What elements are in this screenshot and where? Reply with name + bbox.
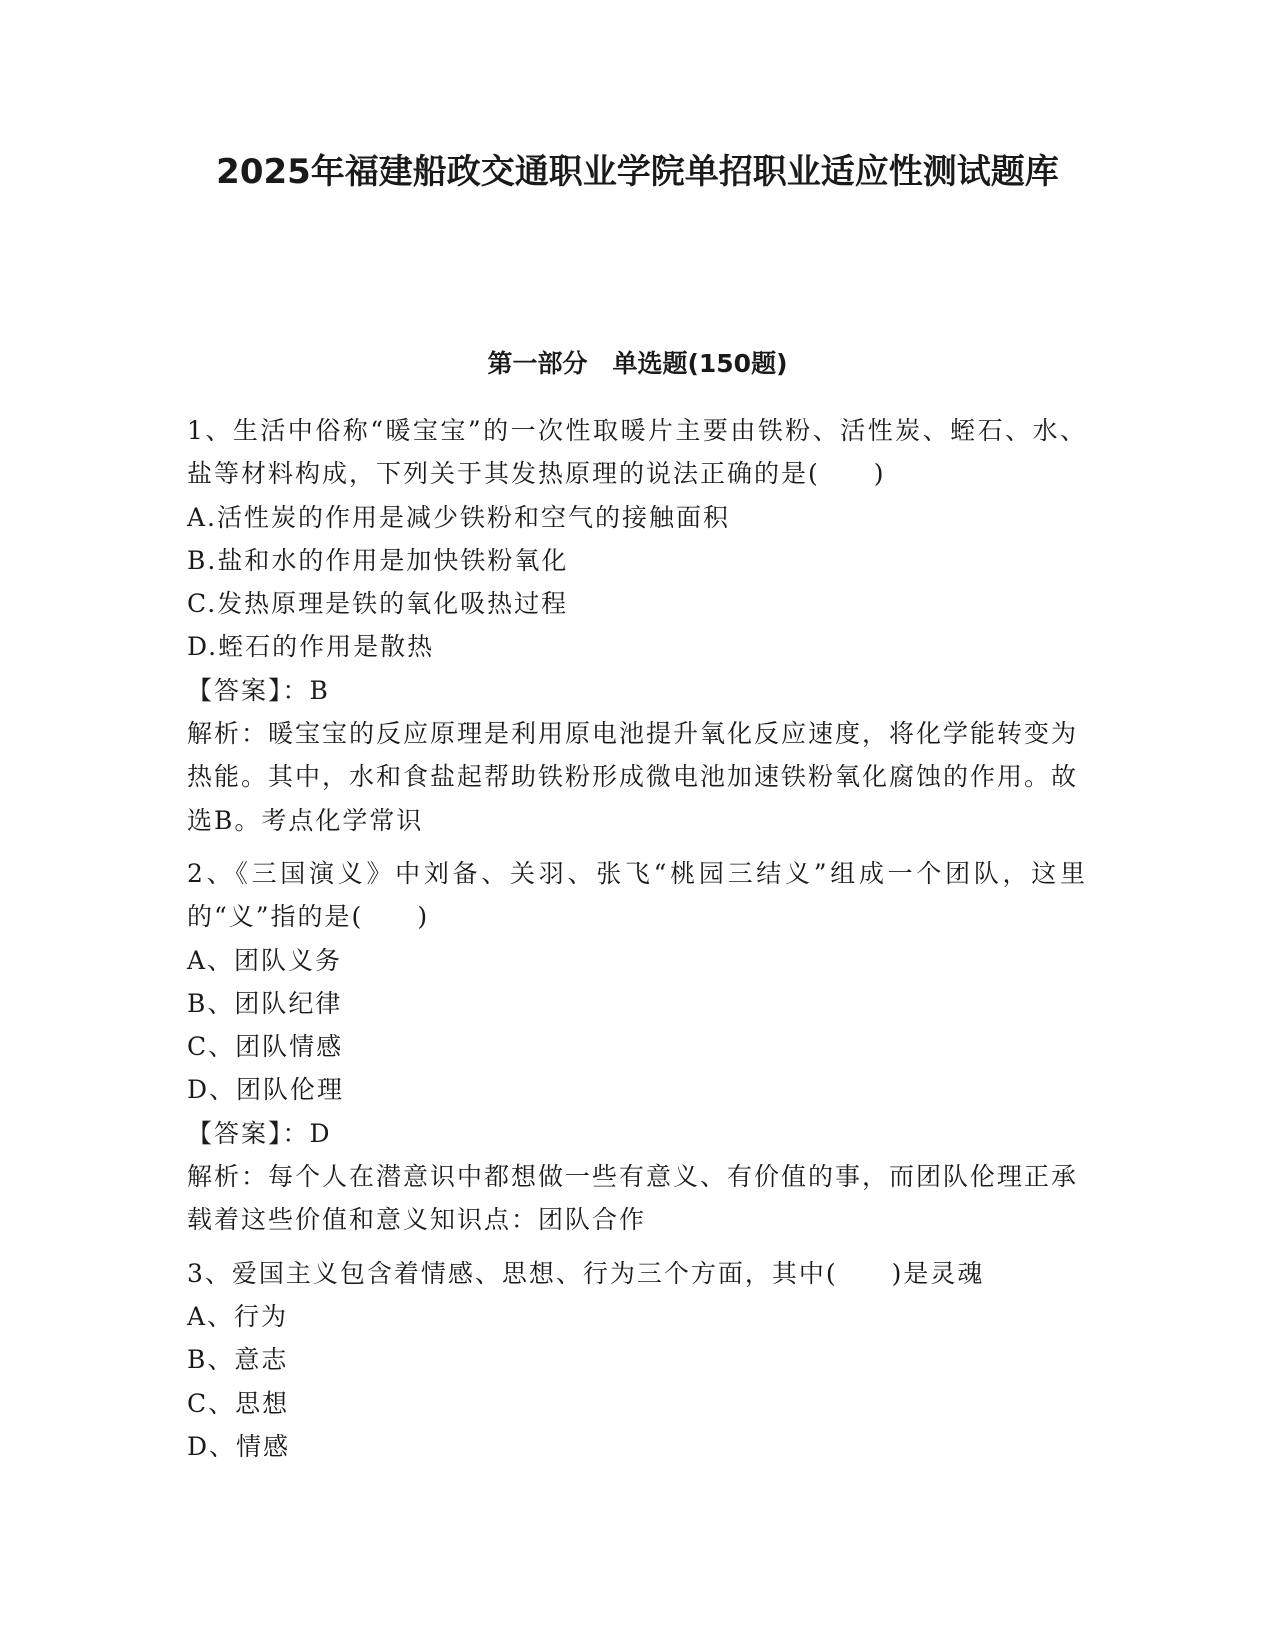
question-3 — [187, 1252, 1087, 1468]
document-title: 2025年福建船政交通职业学院单招职业适应性测试题库 — [216, 152, 1059, 192]
option-c: C、团队情感 — [187, 1032, 344, 1062]
analysis-text: 解析：每个人在潜意识中都想做一些有意义、有价值的事，而团队伦理正承载着这些价值和意义知识点：团队合作 — [187, 1162, 1079, 1235]
option-c: C、思想 — [187, 1388, 290, 1418]
answer-line: 【答案】：D — [187, 1118, 332, 1148]
question-1 — [187, 409, 1087, 842]
option-b: B.盐和水的作用是加快铁粉氧化 — [187, 545, 569, 575]
question-stem: 2、《三国演义》中刘备、关羽、张飞“桃园三结义”组成一个团队，这里的“义”指的是( ) — [187, 858, 1087, 932]
option-a: A、团队义务 — [187, 945, 343, 975]
option-a: A.活性炭的作用是减少铁粉和空气的接触面积 — [187, 502, 731, 532]
option-a: A、行为 — [187, 1301, 289, 1331]
option-c: C.发热原理是铁的氧化吸热过程 — [187, 589, 569, 619]
analysis-text: 解析：暖宝宝的反应原理是利用原电池提升氧化反应速度，将化学能转变为热能。其中，水和食盐起帮助铁粉形成微电池加速铁粉氧化腐蚀的作用。故选B。考点化学常识 — [187, 719, 1079, 835]
option-d: D.蛭石的作用是散热 — [187, 632, 435, 662]
option-b: B、意志 — [187, 1345, 289, 1375]
question-list — [187, 409, 1087, 1478]
question-2 — [187, 852, 1087, 1242]
question-stem: 1、生活中俗称“暖宝宝”的一次性取暖片主要由铁粉、活性炭、蛭石、水、盐等材料构成，下列关于其发热原理的说法正确的是( ) — [187, 416, 1087, 489]
question-stem: 3、爱国主义包含着情感、思想、行为三个方面，其中( )是灵魂 — [187, 1258, 985, 1288]
option-d: D、团队伦理 — [187, 1075, 345, 1105]
answer-line: 【答案】：B — [187, 675, 330, 705]
section-title: 第一部分 单选题(150题) — [487, 349, 788, 378]
option-d: D、情感 — [187, 1431, 291, 1461]
option-b: B、团队纪律 — [187, 988, 343, 1018]
